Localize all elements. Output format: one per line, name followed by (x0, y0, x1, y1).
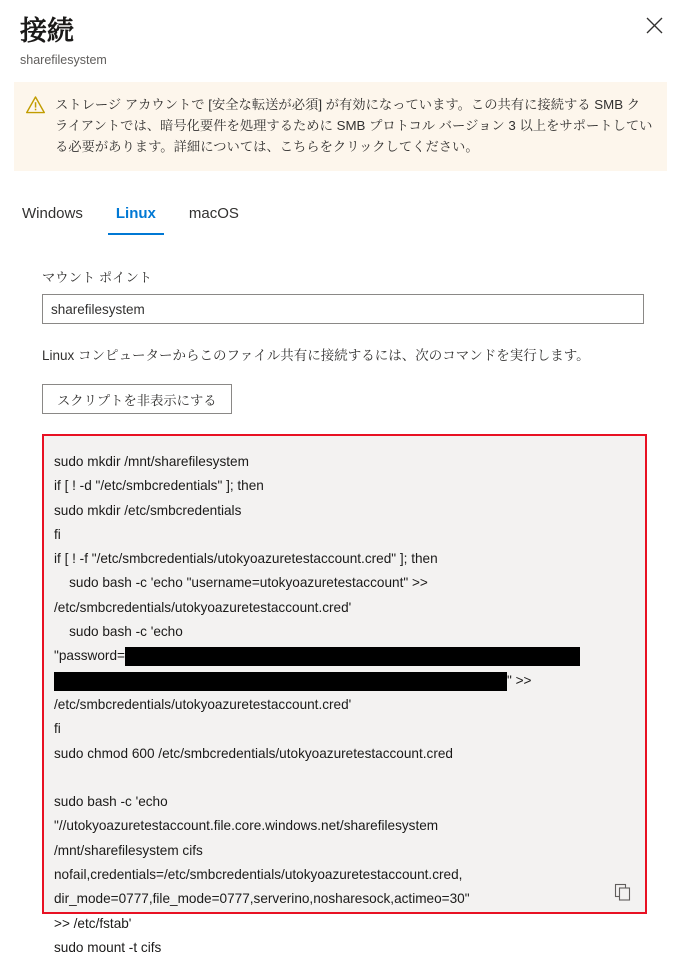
script-line: /etc/smbcredentials/utokyoazuretestaccount.cred' (54, 696, 352, 712)
script-line: sudo bash -c 'echo (54, 794, 168, 810)
script-line: >> /etc/fstab' (54, 915, 132, 931)
close-icon[interactable] (637, 8, 671, 42)
page-title: 接続 (20, 16, 74, 46)
script-line: /mnt/sharefilesystem cifs (54, 842, 203, 858)
page-subtitle: sharefilesystem (20, 53, 107, 67)
panel-header (0, 0, 681, 68)
redacted-password-2 (54, 672, 507, 691)
script-line: if [ ! -f "/etc/smbcredentials/utokyoazuretestaccount.cred" ]; then (54, 551, 438, 567)
warning-banner (14, 82, 667, 171)
platform-tabs (14, 197, 681, 235)
script-text (44, 436, 645, 970)
script-line: sudo bash -c 'echo "username=utokyoazuretestaccount" >> (54, 575, 428, 591)
mount-point-label: マウント ポイント (42, 270, 153, 285)
mount-point-input[interactable] (42, 294, 644, 324)
script-line: fi (54, 526, 61, 542)
panel-body (0, 267, 681, 955)
hide-script-button[interactable]: スクリプトを非表示にする (42, 384, 232, 414)
script-line: sudo bash -c 'echo (54, 624, 183, 640)
tab-macos[interactable]: macOS (188, 205, 239, 222)
script-line: sudo mount -t cifs (54, 939, 162, 955)
script-line: "password= (54, 648, 125, 664)
script-line: nofail,credentials=/etc/smbcredentials/utokyoazuretestaccount.cred, (54, 867, 463, 883)
warning-text: ストレージ アカウントで [安全な転送が必須] が有効になっています。この共有に接続する SMB クライアントでは、暗号化要件を処理するために SMB プロトコル バージョン 3 以上をサポートしている必要があります。詳細については、こちらをクリックしてください。 (55, 97, 653, 154)
script-line: if [ ! -d "/etc/smbcredentials" ]; then (54, 478, 264, 494)
script-line: " >> (507, 672, 532, 688)
instruction-text: Linux コンピューターからこのファイル共有に接続するには、次のコマンドを実行します。 (42, 348, 590, 363)
tab-linux[interactable]: Linux (108, 204, 164, 235)
tab-windows[interactable]: Windows (22, 205, 83, 222)
script-block[interactable] (42, 434, 647, 955)
script-line: sudo mkdir /mnt/sharefilesystem (54, 454, 249, 469)
script-line: fi (54, 721, 61, 737)
script-line: sudo mkdir /etc/smbcredentials (54, 502, 242, 518)
script-line: /etc/smbcredentials/utokyoazuretestaccount.cred' (54, 599, 352, 615)
script-line: dir_mode=0777,file_mode=0777,serverino,nosharesock,actimeo=30" (54, 891, 470, 907)
warning-triangle-icon (26, 96, 45, 119)
script-line: sudo chmod 600 /etc/smbcredentials/utokyoazuretestaccount.cred (54, 745, 453, 761)
copy-icon[interactable] (611, 880, 635, 904)
redacted-password-1 (125, 647, 580, 666)
script-line: "//utokyoazuretestaccount.file.core.windows.net/sharefilesystem (54, 818, 439, 834)
